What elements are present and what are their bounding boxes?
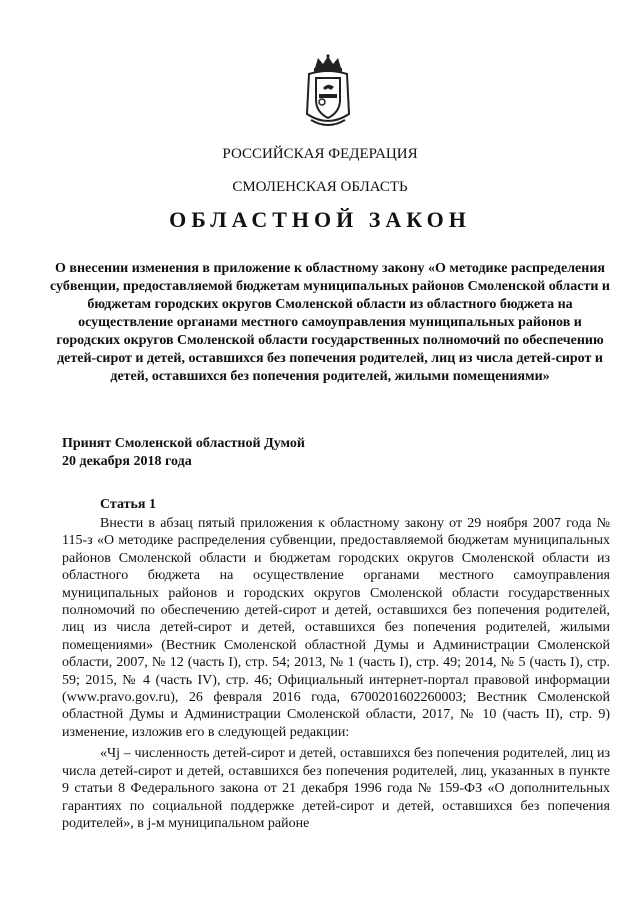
document-type: ОБЛАСТНОЙ ЗАКОН — [169, 207, 471, 232]
article-paragraph: Внести в абзац пятый приложения к областному закону от 29 ноября 2007 года № 115-з «О методике распределения субвенции, предоставляемой бюджетам муниципальных районов Смоленской области и бюджетам городских округов Смоленской области из областного бюджета на осуществление органами местного самоуправления муниципальных районов и городских округов Смоленской области государственных полномочий по обеспечению детей-сирот и детей, оставшихся без попечения родителей, лиц из числа детей-сирот и детей, оставшихся без попечения родителей, жилыми помещениями» (Вестник Смоленской областной Думы и Администрации Смоленской области, 2007, № 12 (часть I), стр. 54; 2013, № 1 (часть I), стр. 49; 2014, № 5 (часть I), стр. 59; 2015, № 4 (часть IV), стр. 46; Официальный интернет-портал правовой информации (www.pravo.gov.ru), 26 февраля 2016 года, 6700201602260003; Вестник Смоленской областной Думы и Администрации Смоленской области, 2017, № 10 (часть II), стр. 9) изменение, изложив его в следующей редакции: — [62, 516, 610, 740]
article-heading: Статья 1 — [100, 497, 156, 512]
adoption-info — [62, 435, 305, 471]
region-name: СМОЛЕНСКАЯ ОБЛАСТЬ — [232, 179, 408, 195]
adoption-body: Принят Смоленской областной Думой — [62, 436, 305, 451]
article-body — [62, 515, 610, 832]
law-title: О внесении изменения в приложение к областному закону «О методике распределения субвенции, предоставляемой бюджетам муниципальных районов Смоленской области и бюджетам городских округов Смоленской области из областного бюджета на осуществление органами местного самоуправления муниципальных районов и городских округов Смоленской области государственных полномочий по обеспечению детей-сирот и детей, оставшихся без попечения родителей, лиц из числа детей-сирот и детей, оставшихся без попечения родителей, жилыми помещениями» — [50, 261, 610, 384]
country-name: РОССИЙСКАЯ ФЕДЕРАЦИЯ — [222, 146, 418, 162]
coat-of-arms-icon — [303, 54, 353, 132]
article-paragraph: «Чj – численность детей-сирот и детей, оставшихся без попечения родителей, лиц из числа детей-сирот и детей, оставшихся без попечения родителей, лиц, указанных в пункте 9 статьи 8 Федерального закона от 21 декабря 1996 года № 159-ФЗ «О дополнительных гарантиях по социальной поддержке детей-сирот и детей, оставшихся без попечения родителей», в j-м муниципальном районе — [62, 746, 610, 831]
adoption-date: 20 декабря 2018 года — [62, 454, 192, 469]
